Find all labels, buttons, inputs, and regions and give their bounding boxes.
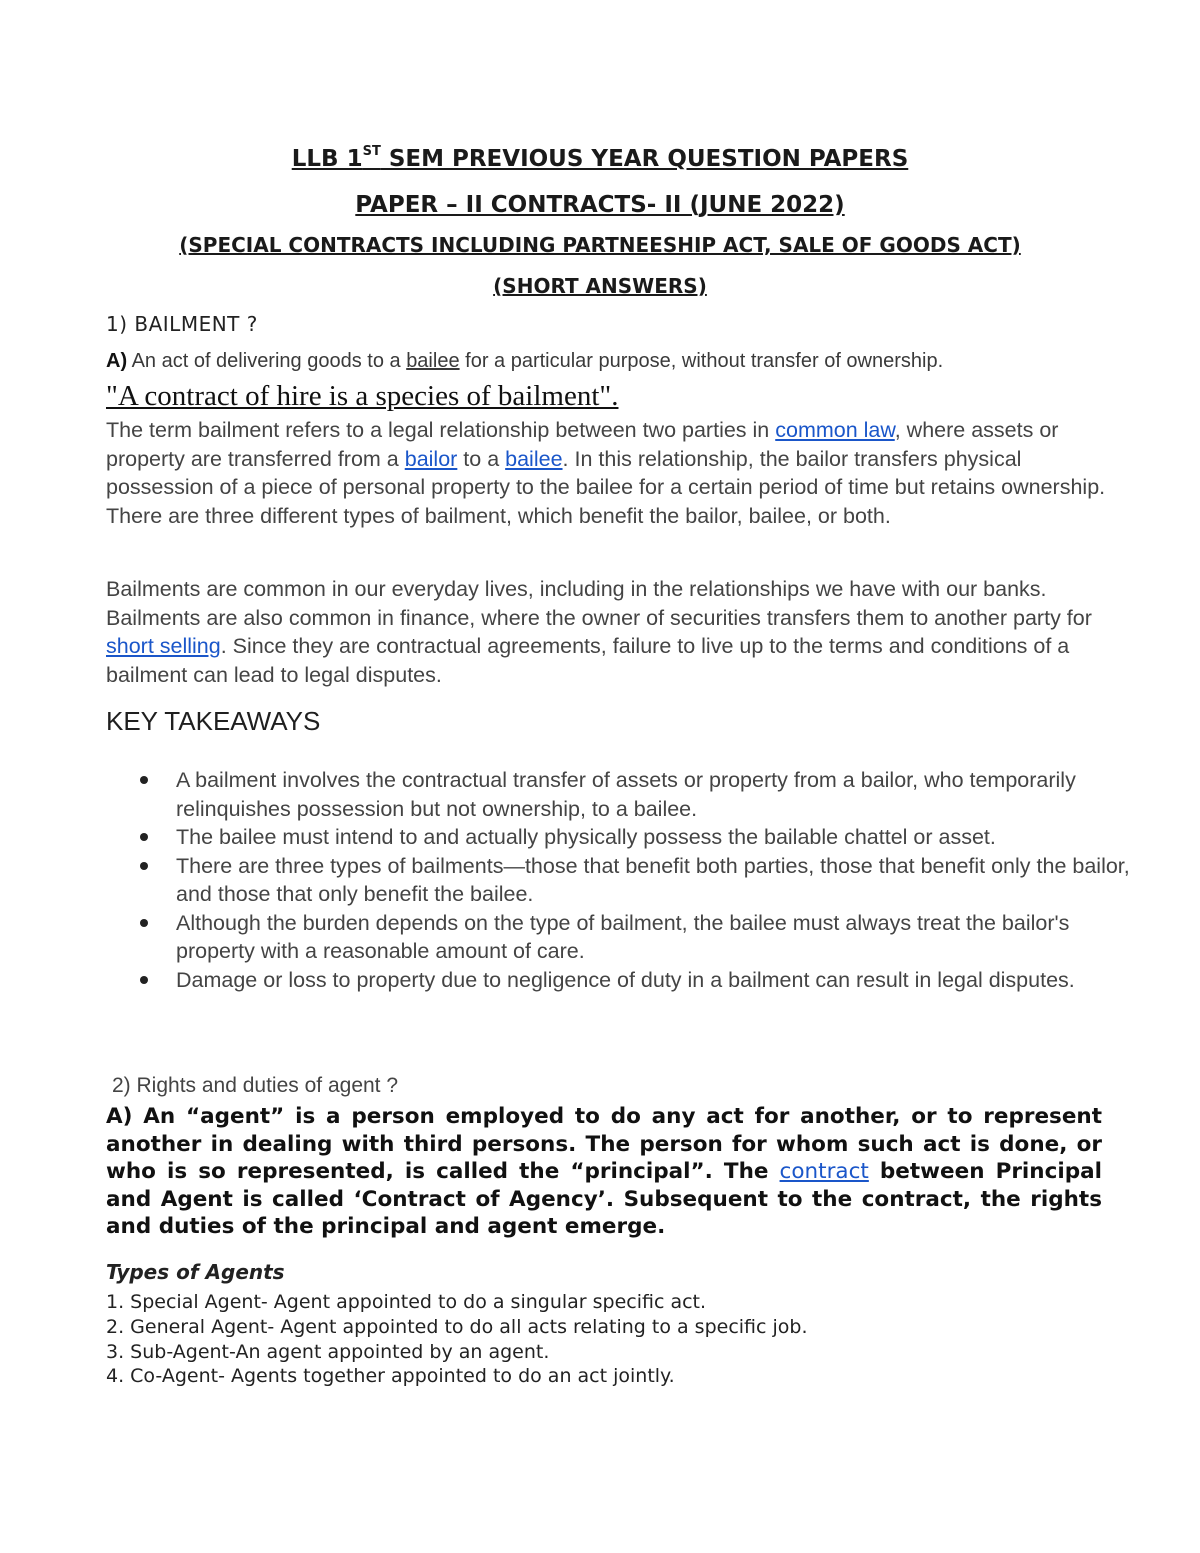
question-2-heading: 2) Rights and duties of agent ? (112, 1074, 399, 1097)
common-law-link[interactable]: common law (775, 418, 895, 442)
bailment-paragraph-1: The term bailment refers to a legal relationship between two parties in common law, where assets or property are transferred from a bailor to a bailee. In this relationship, the bailor transfers physical possession of a piece of personal property to the bailee for a certain period of time but retains ownership. There are three different types of bailment, which benefit the bailor, bailee, or both. (106, 418, 1106, 528)
short-selling-link[interactable]: short selling (106, 634, 221, 658)
bailor-link[interactable]: bailor (404, 446, 458, 471)
answer-type-title: (SHORT ANSWERS) (493, 274, 707, 298)
list-item: The bailee must intend to and actually physically possess the bailable chattel or asset. (176, 823, 1146, 852)
list-item: Damage or loss to property due to negligence of duty in a bailment can result in legal disputes. (176, 966, 1146, 995)
list-item: There are three types of bailments—those that benefit both parties, those that benefit only the bailor, and those that only benefit the bailee. (176, 852, 1146, 909)
key-takeaways-list (136, 766, 1146, 994)
types-of-agents-list (106, 1290, 1006, 1389)
document-title: LLB 1ST SEM PREVIOUS YEAR QUESTION PAPERS (291, 144, 909, 172)
question-1-heading: 1) BAILMENT ? (106, 312, 258, 336)
list-item: 2. General Agent- Agent appointed to do all acts relating to a specific job. (106, 1315, 808, 1338)
list-item: 3. Sub-Agent-An agent appointed by an agent. (106, 1340, 550, 1363)
types-of-agents-heading: Types of Agents (106, 1260, 285, 1284)
question-2-answer: A) An “agent” is a person employed to do any act for another, or to represent another in dealing with third persons. The person for whom such act is done, or who is so represented, is called the “principal”. The contract between Principal and Agent is called ‘Contract of Agency’. Subsequent to the contract, the rights and duties of the principal and agent emerge. (106, 1104, 1102, 1239)
list-item: 1. Special Agent- Agent appointed to do a singular specific act. (106, 1291, 707, 1313)
contract-link[interactable]: contract (779, 1159, 869, 1184)
list-item: Although the burden depends on the type of bailment, the bailee must always treat the bailor's property with a reasonable amount of care. (176, 909, 1146, 966)
bailment-paragraph-2: Bailments are common in our everyday lives, including in the relationships we have with our banks. Bailments are also common in finance, where the owner of securities transfers them to another party for short selling. Since they are contractual agreements, failure to live up to the terms and conditions of a bailment can lead to legal disputes. (106, 577, 1092, 687)
bailee-link[interactable]: bailee (505, 446, 563, 471)
paper-subtitle: (SPECIAL CONTRACTS INCLUDING PARTNEESHIP ACT, SALE OF GOODS ACT) (179, 233, 1021, 257)
list-item: 4. Co-Agent- Agents together appointed to do an act jointly. (106, 1365, 675, 1388)
bailment-quote: "A contract of hire is a species of bailment". (106, 380, 619, 412)
key-takeaways-heading: KEY TAKEAWAYS (106, 706, 321, 736)
paper-title: PAPER – II CONTRACTS- II (JUNE 2022) (355, 192, 845, 218)
title-superscript: ST (362, 144, 381, 159)
list-item: A bailment involves the contractual transfer of assets or property from a bailor, who temporarily relinquishes possession but not ownership, to a bailee. (176, 766, 1146, 823)
question-1-answer-intro: A) An act of delivering goods to a bailee for a particular purpose, without transfer of ownership. (106, 350, 944, 372)
bailee-term: bailee (406, 350, 460, 372)
